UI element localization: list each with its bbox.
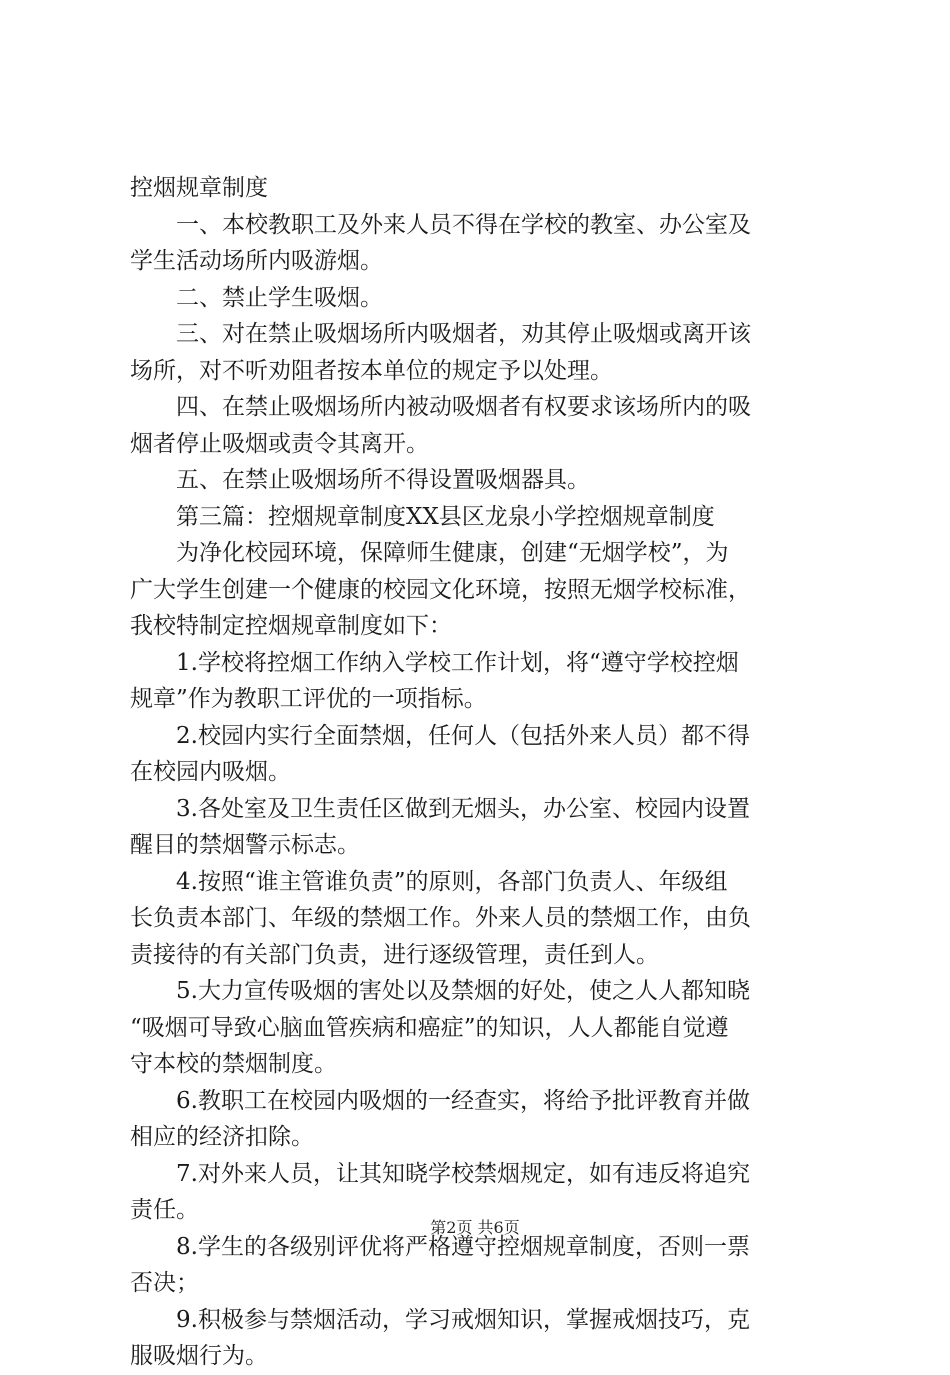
text-line: 广大学生创建一个健康的校园文化环境，按照无烟学校标准，	[130, 576, 751, 603]
text-line: 控烟规章制度	[130, 175, 268, 201]
text-line: 烟者停止吸烟或责令其离开。	[130, 430, 429, 457]
text-line: 四、在禁止吸烟场所内被动吸烟者有权要求该场所内的吸	[176, 394, 751, 420]
text-line: 8.学生的各级别评优将严格遵守控烟规章制度，否则一票	[176, 1233, 750, 1260]
text-line: 第三篇：控烟规章制度XX县区龙泉小学控烟规章制度	[176, 503, 715, 530]
text-line: 7.对外来人员，让其知晓学校禁烟规定，如有违反将追究	[176, 1160, 750, 1187]
text-line: 9.积极参与禁烟活动，学习戒烟知识，掌握戒烟技巧，克	[176, 1306, 750, 1333]
text-line: 否决；	[130, 1270, 199, 1296]
text-line: 长负责本部门、年级的禁烟工作。外来人员的禁烟工作，由负	[130, 905, 751, 931]
text-line: 五、在禁止吸烟场所不得设置吸烟器具。	[176, 467, 590, 493]
text-line: 3.各处室及卫生责任区做到无烟头，办公室、校园内设置	[176, 795, 750, 822]
text-line: 相应的经济扣除。	[130, 1124, 314, 1150]
text-line: 4.按照“谁主管谁负责”的原则，各部门负责人、年级组	[176, 868, 728, 895]
text-line: 二、禁止学生吸烟。	[176, 284, 383, 311]
text-line: 三、对在禁止吸烟场所内吸烟者，劝其停止吸烟或离开该	[176, 321, 751, 347]
text-line: 醒目的禁烟警示标志。	[130, 832, 360, 858]
text-line: 2.校园内实行全面禁烟，任何人（包括外来人员）都不得	[176, 722, 750, 749]
text-line: 1.学校将控烟工作纳入学校工作计划，将“遵守学校控烟	[176, 649, 739, 676]
text-line: 为净化校园环境，保障师生健康，创建“无烟学校”，为	[176, 540, 729, 566]
text-line: 守本校的禁烟制度。	[130, 1051, 337, 1077]
text-line: 6.教职工在校园内吸烟的一经查实，将给予批评教育并做	[176, 1087, 750, 1114]
document-body	[130, 170, 830, 1375]
text-line: “吸烟可导致心脑血管疾病和癌症”的知识，人人都能自觉遵	[130, 1014, 729, 1041]
text-line: 在校园内吸烟。	[130, 759, 291, 785]
text-line: 我校特制定控烟规章制度如下：	[130, 613, 452, 639]
text-line: 责接待的有关部门负责，进行逐级管理，责任到人。	[130, 941, 659, 968]
text-line: 5.大力宣传吸烟的害处以及禁烟的好处，使之人人都知晓	[176, 978, 750, 1004]
page-footer: 第2页 共6页	[430, 1218, 520, 1237]
text-line: 场所，对不听劝阻者按本单位的规定予以处理。	[130, 357, 613, 384]
text-line: 规章”作为教职工评优的一项指标。	[130, 686, 487, 712]
text-line: 服吸烟行为。	[130, 1343, 268, 1369]
text-line: 一、本校教职工及外来人员不得在学校的教室、办公室及	[176, 211, 751, 238]
text-line: 责任。	[130, 1197, 199, 1223]
text-line: 学生活动场所内吸游烟。	[130, 248, 383, 274]
